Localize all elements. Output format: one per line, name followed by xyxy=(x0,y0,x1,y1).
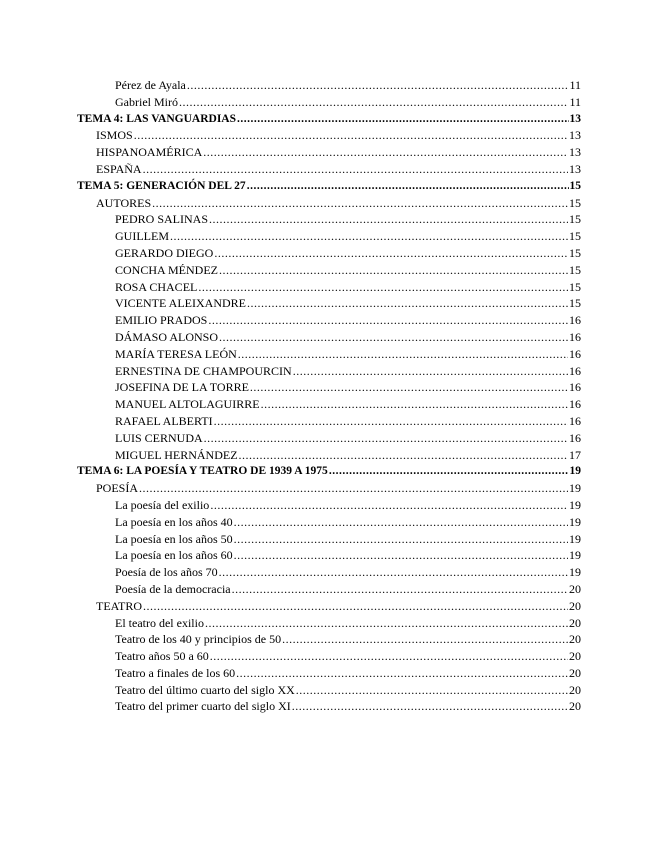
toc-entry-link[interactable] xyxy=(96,144,581,161)
dot-leader xyxy=(205,615,568,632)
toc-entry-label: AUTORES xyxy=(96,195,152,210)
dot-leader xyxy=(152,195,568,212)
toc-entry-label: Teatro años 50 a 60 xyxy=(115,649,209,664)
toc-entry-link[interactable] xyxy=(115,295,581,312)
dot-leader xyxy=(198,279,568,296)
toc-entry-label: GERARDO DIEGO xyxy=(115,245,214,260)
toc-page-number: 15 xyxy=(569,262,581,277)
toc-page-number: 15 xyxy=(569,195,581,210)
dot-leader xyxy=(214,245,568,262)
toc-entry-label: MANUEL ALTOLAGUIRRE xyxy=(115,397,260,412)
toc-chapter-entry[interactable] xyxy=(0,111,655,128)
toc-entry-link[interactable] xyxy=(115,514,581,531)
toc-entry-label: Teatro a finales de los 60 xyxy=(115,665,236,680)
toc-entry-label: VICENTE ALEIXANDRE xyxy=(115,296,246,311)
dot-leader xyxy=(250,379,568,396)
toc-subsection-entry[interactable] xyxy=(0,312,655,329)
toc-subsection-entry[interactable] xyxy=(0,379,655,396)
toc-entry-label: Teatro de los 40 y principios de 50 xyxy=(115,632,282,647)
toc-page-number: 15 xyxy=(569,179,581,192)
toc-page-number: 15 xyxy=(569,245,581,260)
toc-subsection-entry[interactable] xyxy=(0,211,655,228)
dot-leader xyxy=(296,682,568,699)
toc-page-number: 19 xyxy=(569,481,581,496)
toc-page-number: 20 xyxy=(569,699,581,714)
toc-subsection-entry[interactable] xyxy=(0,77,655,94)
toc-entry-label: DÁMASO ALONSO xyxy=(115,329,219,344)
toc-entry-link[interactable] xyxy=(96,195,581,212)
toc-subsection-entry[interactable] xyxy=(0,329,655,346)
toc-entry-label: ISMOS xyxy=(96,128,133,143)
toc-entry-label: LUIS CERNUDA xyxy=(115,430,203,445)
toc-entry-label: El teatro del exilio xyxy=(115,615,204,630)
toc-entry-label: La poesía del exilio xyxy=(115,497,210,512)
toc-entry-link[interactable] xyxy=(115,279,581,296)
toc-entry-label: MARÍA TERESA LEÓN xyxy=(115,346,237,361)
toc-entry-link[interactable] xyxy=(115,547,581,564)
toc-entry-label: Teatro del primer cuarto del siglo XI xyxy=(115,699,291,714)
toc-entry-link[interactable] xyxy=(115,346,581,363)
toc-page-number: 20 xyxy=(569,615,581,630)
toc-subsection-entry[interactable] xyxy=(0,531,655,548)
toc-entry-label: La poesía en los años 50 xyxy=(115,531,233,546)
dot-leader xyxy=(234,514,568,531)
dot-leader xyxy=(237,111,568,128)
toc-page-number: 19 xyxy=(569,548,581,563)
dot-leader xyxy=(292,698,568,715)
toc-chapter-entry[interactable] xyxy=(0,463,655,480)
toc-subsection-entry[interactable] xyxy=(0,279,655,296)
toc-page-number: 19 xyxy=(569,497,581,512)
toc-page-number: 20 xyxy=(569,649,581,664)
toc-chapter-entry[interactable] xyxy=(0,178,655,195)
toc-subsection-entry[interactable] xyxy=(0,396,655,413)
toc-entry-link[interactable] xyxy=(115,413,581,430)
dot-leader xyxy=(143,161,568,178)
toc-entry-link[interactable] xyxy=(115,631,581,648)
dot-leader xyxy=(203,144,568,161)
toc-subsection-entry[interactable] xyxy=(0,346,655,363)
toc-page-number: 16 xyxy=(569,329,581,344)
dot-leader xyxy=(219,329,568,346)
toc-entry-link[interactable] xyxy=(115,396,581,413)
toc-entry-link[interactable] xyxy=(115,682,581,699)
toc-subsection-entry[interactable] xyxy=(0,514,655,531)
toc-page-number: 16 xyxy=(569,397,581,412)
toc-entry-label: TEATRO xyxy=(96,598,142,613)
toc-entry-label: Gabriel Miró xyxy=(115,94,178,109)
toc-page-number: 13 xyxy=(569,161,581,176)
toc-entry-link[interactable] xyxy=(115,564,581,581)
dot-leader xyxy=(187,77,569,94)
dot-leader xyxy=(143,598,568,615)
toc-entry-label: PEDRO SALINAS xyxy=(115,212,209,227)
toc-entry-label: TEMA 4: LAS VANGUARDIAS xyxy=(77,112,237,125)
toc-entry-label: ROSA CHACEL xyxy=(115,279,198,294)
toc-entry-link[interactable] xyxy=(115,94,581,111)
toc-entry-label: ESPAÑA xyxy=(96,161,142,176)
toc-entry-label: EMILIO PRADOS xyxy=(115,313,208,328)
toc-entry-link[interactable] xyxy=(115,379,581,396)
toc-entry-link[interactable] xyxy=(96,480,581,497)
toc-page-number: 13 xyxy=(569,112,581,125)
toc-page-number: 16 xyxy=(569,313,581,328)
toc-entry-link[interactable] xyxy=(115,228,581,245)
dot-leader xyxy=(204,430,568,447)
toc-section-entry[interactable] xyxy=(0,598,655,615)
toc-entry-link[interactable] xyxy=(115,430,581,447)
toc-page-number: 11 xyxy=(569,94,581,109)
toc-page-number: 19 xyxy=(569,531,581,546)
toc-page-number: 17 xyxy=(569,447,581,462)
toc-entry-link[interactable] xyxy=(96,598,581,615)
toc-entry-link[interactable] xyxy=(96,161,581,178)
toc-entry-label: CONCHA MÉNDEZ xyxy=(115,262,219,277)
toc-page-number: 13 xyxy=(569,145,581,160)
toc-page-number: 16 xyxy=(569,346,581,361)
toc-entry-label: RAFAEL ALBERTI xyxy=(115,413,213,428)
toc-entry-label: Poesía de la democracia xyxy=(115,581,231,596)
dot-leader xyxy=(170,228,568,245)
toc-subsection-entry[interactable] xyxy=(0,698,655,715)
dot-leader xyxy=(247,178,569,195)
toc-entry-link[interactable] xyxy=(115,211,581,228)
dot-leader xyxy=(210,497,568,514)
toc-page-number: 20 xyxy=(569,632,581,647)
toc-subsection-entry[interactable] xyxy=(0,682,655,699)
toc-subsection-entry[interactable] xyxy=(0,564,655,581)
dot-leader xyxy=(219,262,568,279)
toc-entry-label: La poesía en los años 60 xyxy=(115,548,233,563)
toc-page-number: 11 xyxy=(569,78,581,92)
toc-entry-link[interactable] xyxy=(115,615,581,632)
toc-page-number: 15 xyxy=(569,279,581,294)
toc-page-number: 16 xyxy=(569,363,581,378)
toc-entry-label: POESÍA xyxy=(96,481,139,496)
toc-subsection-entry[interactable] xyxy=(0,430,655,447)
toc-entry-label: ERNESTINA DE CHAMPOURCIN xyxy=(115,363,292,378)
toc-page-number: 15 xyxy=(569,296,581,311)
toc-entry-link[interactable] xyxy=(115,329,581,346)
dot-leader xyxy=(238,346,568,363)
toc-entry-link[interactable] xyxy=(115,245,581,262)
dot-leader xyxy=(282,631,568,648)
toc-page-number: 19 xyxy=(569,514,581,529)
dot-leader xyxy=(234,547,568,564)
toc-subsection-entry[interactable] xyxy=(0,631,655,648)
toc-page-number: 13 xyxy=(569,128,581,143)
toc-entry-link[interactable] xyxy=(115,312,581,329)
dot-leader xyxy=(234,531,568,548)
dot-leader xyxy=(139,480,568,497)
dot-leader xyxy=(239,447,568,464)
toc-subsection-entry[interactable] xyxy=(0,665,655,682)
toc-entry-link[interactable] xyxy=(115,665,581,682)
toc-section-entry[interactable] xyxy=(0,127,655,144)
toc-subsection-entry[interactable] xyxy=(0,447,655,464)
toc-page-number: 20 xyxy=(569,682,581,697)
toc-entry-link[interactable] xyxy=(115,648,581,665)
toc-section-entry[interactable] xyxy=(0,195,655,212)
dot-leader xyxy=(214,413,568,430)
dot-leader xyxy=(210,648,568,665)
toc-subsection-entry[interactable] xyxy=(0,413,655,430)
toc-subsection-entry[interactable] xyxy=(0,228,655,245)
toc-entry-link[interactable] xyxy=(115,363,581,380)
toc-page-number: 20 xyxy=(569,665,581,680)
toc-section-entry[interactable] xyxy=(0,161,655,178)
dot-leader xyxy=(209,211,568,228)
toc-subsection-entry[interactable] xyxy=(0,262,655,279)
toc-subsection-entry[interactable] xyxy=(0,245,655,262)
toc-entry-label: TEMA 6: LA POESÍA Y TEATRO DE 1939 A 1975 xyxy=(77,465,328,478)
toc-entry-link[interactable] xyxy=(77,178,581,195)
dot-leader xyxy=(261,396,568,413)
dot-leader xyxy=(247,295,568,312)
toc-subsection-entry[interactable] xyxy=(0,497,655,514)
toc-page-number: 19 xyxy=(569,465,581,478)
dot-leader xyxy=(179,94,568,111)
toc-subsection-entry[interactable] xyxy=(0,547,655,564)
dot-leader xyxy=(219,564,568,581)
toc-entry-link[interactable] xyxy=(115,497,581,514)
dot-leader xyxy=(236,665,568,682)
toc-page-number: 16 xyxy=(569,413,581,428)
dot-leader xyxy=(134,127,568,144)
toc-page-number: 20 xyxy=(569,581,581,596)
dot-leader xyxy=(208,312,568,329)
toc-subsection-entry[interactable] xyxy=(0,295,655,312)
toc-entry-link[interactable] xyxy=(115,77,581,94)
toc-page-number: 16 xyxy=(569,380,581,395)
toc-entry-label: JOSEFINA DE LA TORRE xyxy=(115,380,249,395)
toc-page-number: 15 xyxy=(569,229,581,244)
toc-page-number: 20 xyxy=(569,598,581,613)
toc-entry-link[interactable] xyxy=(115,447,581,464)
toc-entry-link[interactable] xyxy=(77,463,581,480)
toc-entry-label: GUILLEM xyxy=(115,229,169,244)
toc-page-number: 16 xyxy=(569,430,581,445)
toc-entry-link[interactable] xyxy=(115,531,581,548)
toc-page-number: 19 xyxy=(569,565,581,580)
toc-section-entry[interactable] xyxy=(0,480,655,497)
dot-leader xyxy=(293,363,568,380)
table-of-contents xyxy=(0,77,655,715)
toc-entry-link[interactable] xyxy=(77,111,581,128)
toc-entry-label: Teatro del último cuarto del siglo XX xyxy=(115,682,295,697)
dot-leader xyxy=(329,463,569,480)
toc-entry-link[interactable] xyxy=(96,127,581,144)
toc-entry-label: Poesía de los años 70 xyxy=(115,565,218,580)
toc-subsection-entry[interactable] xyxy=(0,363,655,380)
toc-entry-label: MIGUEL HERNÁNDEZ xyxy=(115,447,238,462)
toc-entry-label: HISPANOAMÉRICA xyxy=(96,145,203,160)
toc-entry-link[interactable] xyxy=(115,698,581,715)
dot-leader xyxy=(232,581,568,598)
toc-entry-label: La poesía en los años 40 xyxy=(115,514,233,529)
toc-entry-label: Pérez de Ayala xyxy=(115,78,186,92)
toc-subsection-entry[interactable] xyxy=(0,615,655,632)
toc-section-entry[interactable] xyxy=(0,144,655,161)
toc-entry-link[interactable] xyxy=(115,262,581,279)
toc-page-number: 15 xyxy=(569,212,581,227)
toc-entry-label: TEMA 5: GENERACIÓN DEL 27 xyxy=(77,179,246,192)
toc-subsection-entry[interactable] xyxy=(0,648,655,665)
toc-entry-link[interactable] xyxy=(115,581,581,598)
toc-subsection-entry[interactable] xyxy=(0,581,655,598)
toc-subsection-entry[interactable] xyxy=(0,94,655,111)
